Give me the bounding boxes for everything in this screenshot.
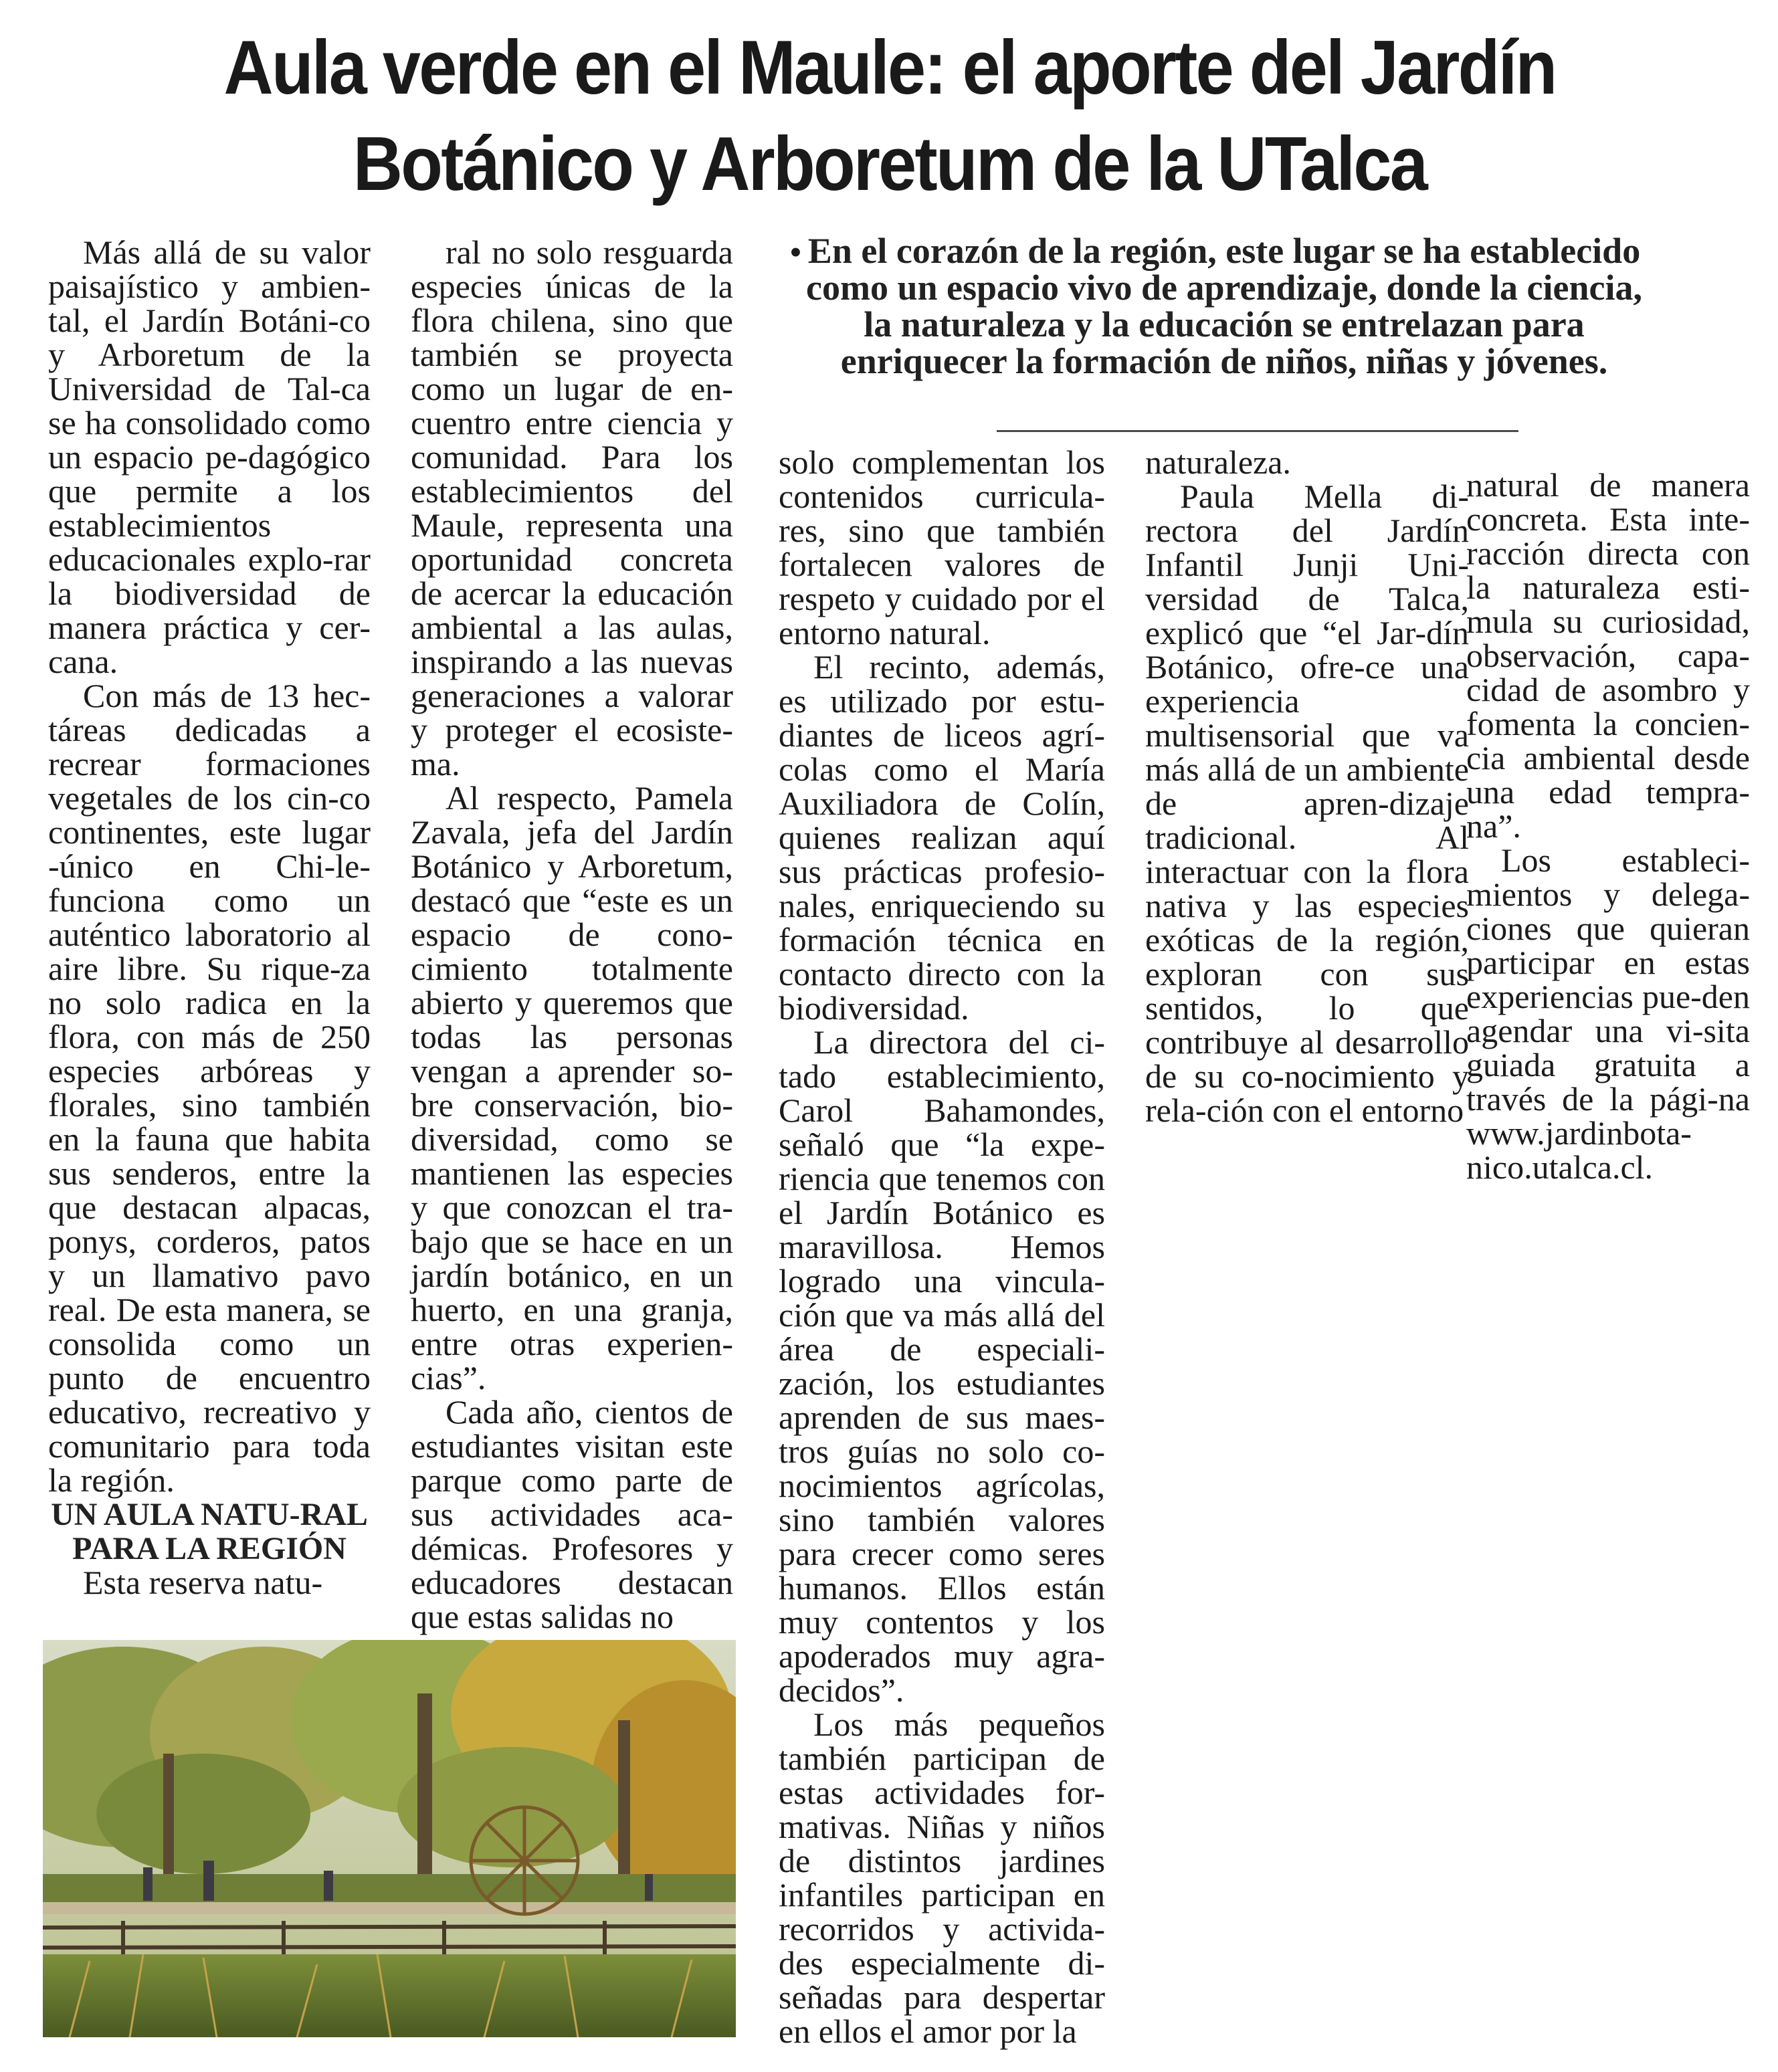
- play-area-ground: [43, 1902, 736, 1914]
- paragraph: Al respecto, Pamela Zavala, jefa del Jardín Botánico y Arboretum, destacó que “este es un espacio de cono-cimiento totalmente abierto y queremos que todas las personas vengan a aprender so-bre conservación, bio-diversidad, como se mantienen las especies y que conozcan el tra-bajo que se hace en un jardín botánico, en un huerto, en una granja, entre otras experien-cias”.: [411, 779, 733, 1396]
- climbing-dome: [471, 1807, 578, 1914]
- paragraph: El recinto, además, es utilizado por estu-diantes de liceos agrí-colas como el María Auxiliadora de Colín, quienes realizan aquí sus prácticas profesio-nales, enriqueciendo su formación técnica en contacto directo con la biodiversidad.: [779, 648, 1105, 1027]
- article-column-2: [411, 235, 733, 1634]
- paragraph: Con más de 13 hec-táreas dedicadas a recrear formaciones vegetales de los cin-co continentes, este lugar -único en Chi-le- funciona como un auténtico laboratorio al aire libre. Su rique-za no solo radica en la flora, con más de 250 especies arbóreas y florales, sino también en la fauna que habita sus senderos, entre la que destacan alpacas, ponys, corderos, patos y un llamativo pavo real. De esta manera, se consolida como un punto de encuentro educativo, recreativo y comunitario para toda la región.: [48, 677, 371, 1499]
- pull-quote-divider: [997, 430, 1518, 432]
- bullet-icon: •: [789, 232, 802, 272]
- paragraph: Paula Mella di-rectora del Jardín Infantil Junji Uni-versidad de Talca, explicó que “el Jar-dín Botánico, ofre-ce una experiencia multisensorial que va más allá de un ambiente de apren-dizaje tradicional. Al interactuar con la flora nativa y las especies exóticas de la región, exploran con sus sentidos, lo que contribuye al desarrollo de su co-nocimiento y rela-ción con el entorno: [1145, 478, 1469, 1129]
- pull-quote: [789, 231, 1646, 381]
- paragraph: Los más pequeños también participan de estas actividades for-mativas. Niñas y niños de distintos jardines infantiles participan en recorridos y activida-des especialmente di-señadas para despertar en ellos el amor por la: [779, 1705, 1105, 2050]
- article-column-4: [1145, 445, 1469, 1128]
- paragraph: ral no solo resguarda especies únicas de la flora chilena, sino que también se proyecta como un lugar de en-cuentro entre ciencia y comunidad. Para los establecimientos del Maule, representa una oportunidad concreta de acercar la educación ambiental a las aulas, inspirando a las nuevas generaciones a valorar y proteger el ecosiste-ma.: [411, 233, 733, 783]
- paragraph: Cada año, cientos de estudiantes visitan este parque como parte de sus actividades aca-démicas. Profesores y educadores destacan que estas salidas no: [411, 1393, 733, 1635]
- article-column-5: [1466, 468, 1750, 1184]
- section-subheading: UN AULA NATU-RAL PARA LA REGIÓN: [51, 1497, 368, 1566]
- park-photo: [43, 1640, 736, 2037]
- paragraph: Más allá de su valor paisajístico y ambien-tal, el Jardín Botáni-co y Arboretum de la Universidad de Tal-ca se ha consolidado como un espacio pe-dagógico que permite a los establecimientos educacionales explo-rar la biodiversidad de manera práctica y cer-cana.: [48, 233, 371, 680]
- article-column-3: [779, 445, 1105, 2049]
- paragraph: Esta reserva natu-: [83, 1564, 323, 1601]
- paragraph: Los estableci-mientos y delega-ciones que quieran participar en estas experiencias pue-den agendar una vi-sita guiada gratuita a través de la pági-na www.jardinbota-nico.utalca.cl.: [1466, 841, 1750, 1186]
- pull-quote-text: En el corazón de la región, este lugar se ha establecido como un espacio vivo de aprendizaje, donde la ciencia, la naturaleza y la educación se entrelazan para enriquecer la formación de niños, niñas y jóvenes.: [806, 231, 1642, 381]
- park-photo-illustration: [43, 1640, 736, 2037]
- article-column-1: [48, 235, 371, 1600]
- paragraph: naturaleza.: [1145, 443, 1291, 481]
- paragraph: natural de manera concreta. Esta inte-racción directa con la naturaleza esti-mula su curiosidad, observación, capa-cidad de asombro y fomenta la concien-cia ambiental desde una edad tempra-na”.: [1466, 466, 1750, 845]
- headline: Aula verde en el Maule: el aporte del Jardín Botánico y Arboretum de la UTalca: [223, 25, 1556, 207]
- paragraph: solo complementan los contenidos curricula-res, sino que también fortalecen valores de respeto y cuidado por el entorno natural.: [779, 443, 1105, 651]
- paragraph: La directora del ci-tado establecimiento, Carol Bahamondes, señaló que “la expe-riencia que tenemos con el Jardín Botánico es maravillosa. Hemos logrado una vincula-ción que va más allá del área de especiali-zación, los estudiantes aprenden de sus maes-tros guías no solo co-nocimientos agrícolas, sino también valores para crecer como seres humanos. Ellos están muy contentos y los apoderados muy agra-decidos”.: [779, 1023, 1105, 1709]
